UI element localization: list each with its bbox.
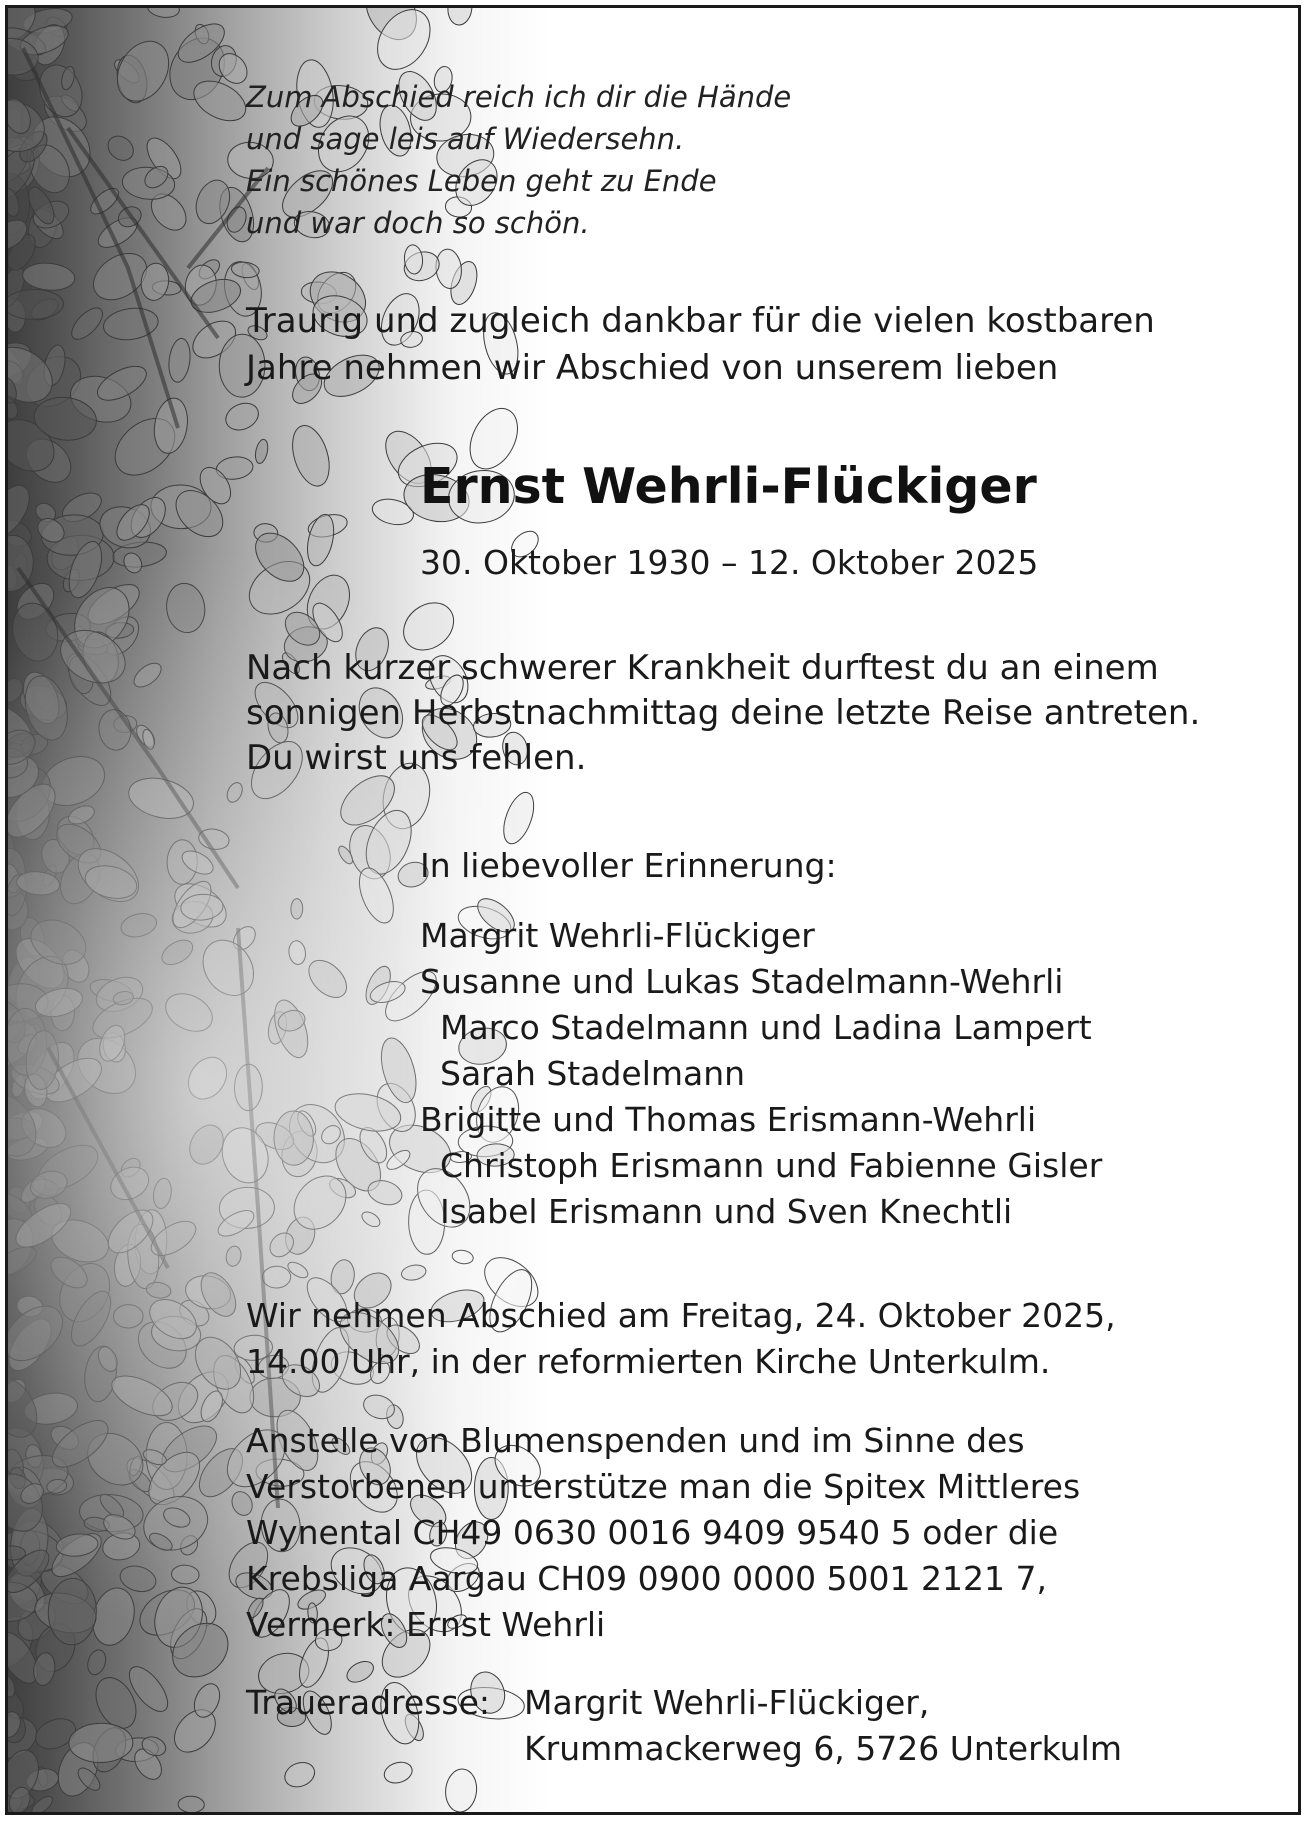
- intro-line: Jahre nehmen wir Abschied von unserem lieben: [246, 348, 1059, 388]
- message-line: Du wirst uns fehlen.: [246, 738, 587, 778]
- deceased-name: Ernst Wehrli-Flückiger: [420, 458, 1037, 515]
- family-member: Isabel Erismann und Sven Knechtli: [440, 1192, 1013, 1231]
- ceremony-line: Wir nehmen Abschied am Freitag, 24. Oktober 2025,: [246, 1296, 1116, 1335]
- donation-line: Krebsliga Aargau CH09 0900 0000 5001 2121 7,: [246, 1559, 1047, 1598]
- intro-line: Traurig und zugleich dankbar für die vielen kostbaren: [246, 301, 1155, 341]
- family-member: Marco Stadelmann und Ladina Lampert: [440, 1008, 1092, 1047]
- ceremony-line: 14.00 Uhr, in der reformierten Kirche Unterkulm.: [246, 1342, 1051, 1381]
- donation-line: Vermerk: Ernst Wehrli: [246, 1605, 606, 1644]
- farewell-message: [246, 646, 1200, 781]
- address-line: Krummackerweg 6, 5726 Unterkulm: [524, 1729, 1122, 1768]
- donation-line: Verstorbenen unterstütze man die Spitex Mittleres: [246, 1467, 1081, 1506]
- intro-text: [246, 298, 1155, 392]
- message-line: Nach kurzer schwerer Krankheit durftest du an einem: [246, 648, 1159, 688]
- family-member: Sarah Stadelmann: [440, 1054, 746, 1093]
- mourning-address: [246, 1680, 1122, 1772]
- family-member: Susanne und Lukas Stadelmann-Wehrli: [420, 962, 1064, 1001]
- ceremony-info: [246, 1293, 1116, 1385]
- donation-info: [246, 1418, 1080, 1648]
- poem-line: und sage leis auf Wiedersehn.: [246, 122, 685, 156]
- address-line: Margrit Wehrli-Flückiger,: [524, 1683, 930, 1722]
- donation-line: Wynental CH49 0630 0016 9409 9540 5 oder die: [246, 1513, 1059, 1552]
- donation-line: Anstelle von Blumenspenden und im Sinne des: [246, 1421, 1025, 1460]
- address-label: Traueradresse:: [246, 1683, 491, 1722]
- memory-heading: In liebevoller Erinnerung:: [420, 846, 837, 885]
- family-member: Margrit Wehrli-Flückiger: [420, 916, 815, 955]
- poem-line: Zum Abschied reich ich dir die Hände: [246, 80, 792, 114]
- family-list: [420, 913, 1102, 1235]
- family-member: Christoph Erismann und Fabienne Gisler: [440, 1146, 1103, 1185]
- life-dates: 30. Oktober 1930 – 12. Oktober 2025: [420, 543, 1039, 582]
- message-line: sonnigen Herbstnachmittag deine letzte Reise antreten.: [246, 693, 1201, 733]
- poem-line: und war doch so schön.: [246, 206, 590, 240]
- poem: [246, 76, 791, 244]
- poem-line: Ein schönes Leben geht zu Ende: [246, 164, 717, 198]
- obituary-notice: [5, 5, 1301, 1815]
- family-member: Brigitte und Thomas Erismann-Wehrli: [420, 1100, 1037, 1139]
